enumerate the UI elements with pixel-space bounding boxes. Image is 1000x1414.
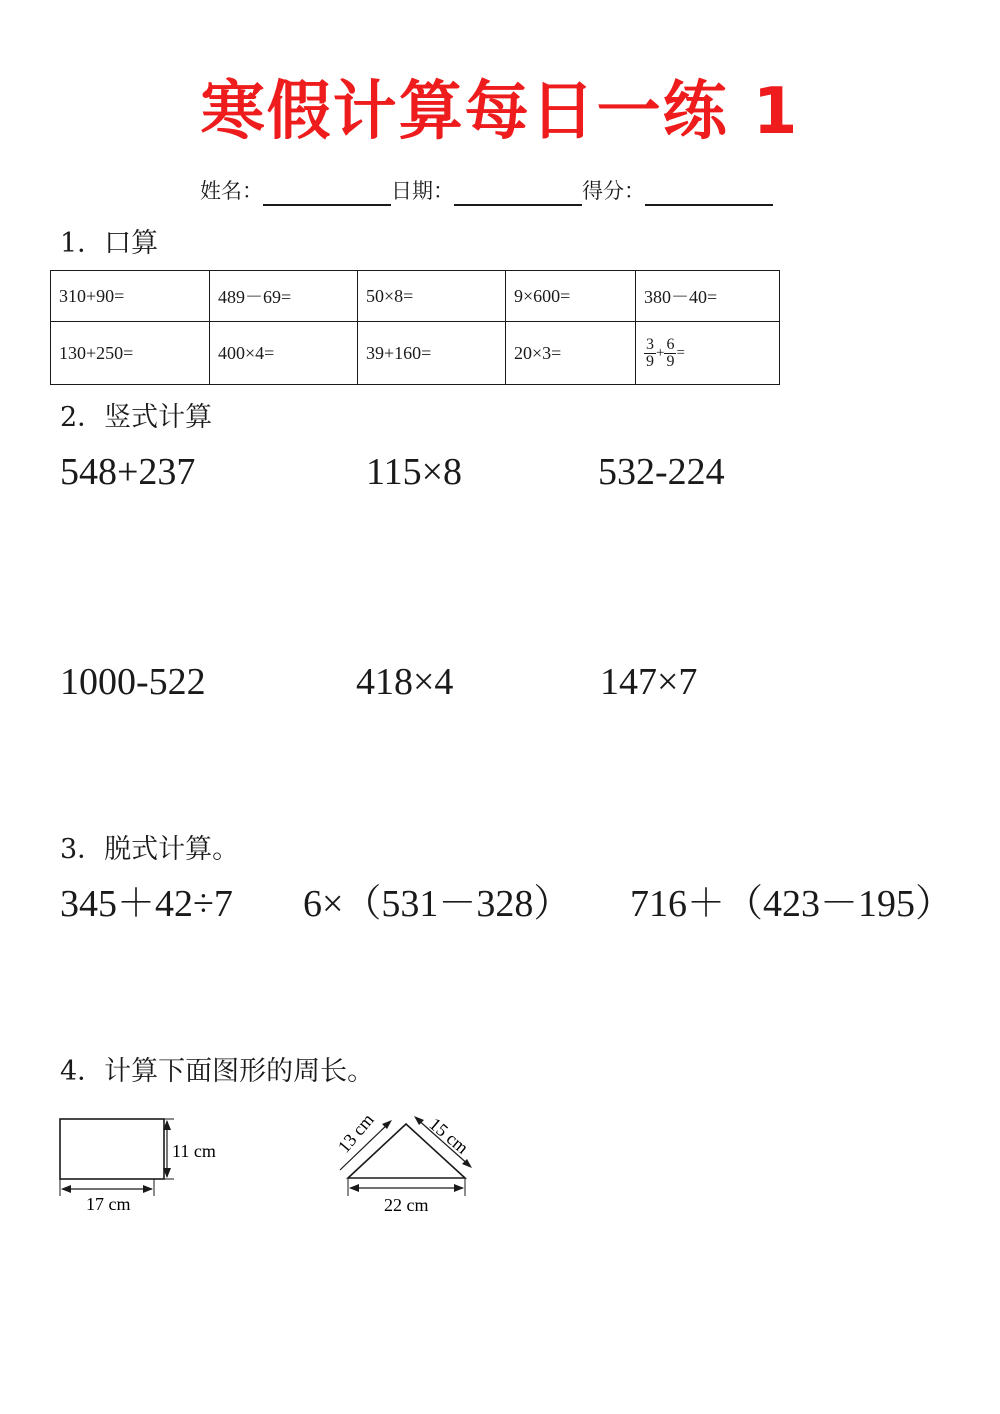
vertical-problem: 147×7	[600, 661, 698, 703]
stepwise-problem: 716＋（423－195）	[630, 883, 954, 925]
triangle-figure	[320, 1100, 500, 1224]
vertical-problem: 1000-522	[60, 661, 206, 703]
date-label: 日期：	[391, 179, 454, 203]
table-cell: 130+250=	[51, 322, 210, 385]
fraction-b-numerator: 6	[666, 335, 675, 353]
date-field[interactable]	[454, 182, 582, 206]
vertical-problem: 115×8	[366, 451, 463, 493]
table-cell: 400×4=	[210, 322, 358, 385]
fraction-cell	[636, 322, 780, 385]
fraction-b	[664, 337, 676, 370]
table-cell: 310+90=	[51, 271, 210, 322]
section1-heading: 1．口算	[60, 228, 159, 259]
section3-heading: 3．脱式计算。	[60, 834, 240, 865]
fraction-a-numerator: 3	[646, 335, 654, 353]
worksheet-title: 寒假计算每日一练 1	[200, 75, 800, 149]
vertical-problem: 418×4	[356, 661, 454, 703]
rectangle-shape	[60, 1119, 164, 1179]
table-cell: 380－40=	[636, 271, 780, 322]
name-label: 姓名：	[200, 179, 263, 203]
section4-heading: 4．计算下面图形的周长。	[60, 1056, 375, 1087]
fraction-operator: +	[656, 344, 665, 361]
table-cell: 50×8=	[358, 271, 506, 322]
fraction-a-denominator: 9	[646, 352, 654, 370]
stepwise-problem: 345＋42÷7	[60, 883, 233, 925]
fraction-a	[644, 337, 656, 370]
tri-left-label: 13 cm	[333, 1109, 378, 1157]
rect-height-label: 11 cm	[172, 1141, 216, 1161]
table-cell: 20×3=	[506, 322, 636, 385]
name-field[interactable]	[263, 182, 391, 206]
table-row	[51, 271, 780, 322]
score-field[interactable]	[645, 182, 773, 206]
score-label: 得分：	[582, 179, 645, 203]
rect-width-label: 17 cm	[86, 1194, 131, 1214]
rectangle-figure	[50, 1108, 250, 1220]
oral-calc-table	[50, 270, 780, 385]
info-row	[200, 176, 773, 206]
table-cell: 39+160=	[358, 322, 506, 385]
vertical-problem: 532-224	[598, 451, 725, 493]
table-row	[51, 322, 780, 385]
section2-heading: 2．竖式计算	[60, 402, 213, 433]
fraction-b-denominator: 9	[666, 352, 675, 370]
tri-right-label: 15 cm	[425, 1113, 473, 1158]
vertical-problem: 548+237	[60, 451, 196, 493]
table-cell: 489－69=	[210, 271, 358, 322]
table-cell: 9×600=	[506, 271, 636, 322]
tri-base-label: 22 cm	[384, 1195, 429, 1215]
stepwise-problem: 6×（531－328）	[303, 883, 572, 925]
fraction-equals: =	[676, 344, 685, 361]
